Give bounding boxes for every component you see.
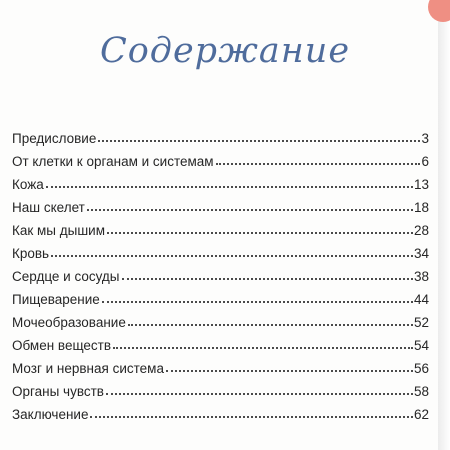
toc-entry-page: 38: [413, 268, 429, 284]
page-title: Содержание: [99, 31, 351, 71]
dot-leader: [46, 186, 413, 188]
toc-entry-preface: [12, 122, 429, 145]
toc-entry-conclusion: [12, 398, 429, 421]
toc-entry-page: 13: [413, 176, 429, 192]
toc-entry-blood: [12, 237, 429, 260]
dot-leader: [113, 347, 413, 349]
toc-entry-page: 28: [413, 222, 429, 238]
dot-leader: [102, 301, 413, 303]
toc-entry-label: Предисловие: [12, 130, 97, 146]
toc-entry-label: Обмен веществ: [12, 337, 112, 353]
toc-entry-heart: [12, 260, 429, 283]
dot-leader: [122, 278, 413, 280]
dot-leader: [106, 393, 413, 395]
dot-leader: [128, 324, 413, 326]
toc-entry-skeleton: [12, 191, 429, 214]
toc-entry-digestion: [12, 283, 429, 306]
toc-entry-label: Наш скелет: [12, 199, 85, 215]
toc-entry-page: 34: [413, 245, 429, 261]
toc-entry-label: От клетки к органам и системам: [12, 153, 214, 169]
toc-entry-page: 62: [413, 406, 429, 422]
toc-entry-page: 18: [413, 199, 429, 215]
table-of-contents: [12, 122, 429, 421]
toc-entry-page: 44: [413, 291, 429, 307]
dot-leader: [98, 140, 420, 142]
dot-leader: [87, 209, 413, 211]
toc-entry-skin: [12, 168, 429, 191]
toc-entry-label: Мочеобразование: [12, 314, 126, 330]
toc-entry-page: 54: [413, 337, 429, 353]
toc-entry-page: 6: [421, 153, 429, 169]
toc-entry-metabolism: [12, 329, 429, 352]
toc-entry-label: Органы чувств: [12, 383, 104, 399]
dot-leader: [107, 232, 413, 234]
toc-entry-label: Мозг и нервная система: [12, 360, 164, 376]
toc-entry-page: 56: [413, 360, 429, 376]
toc-entry-label: Сердце и сосуды: [12, 268, 120, 284]
toc-entry-label: Кожа: [12, 176, 44, 192]
toc-entry-page: 52: [413, 314, 429, 330]
dot-leader: [90, 416, 412, 418]
toc-entry-breathing: [12, 214, 429, 237]
dot-leader: [216, 163, 421, 165]
toc-entry-label: Как мы дышим: [12, 222, 105, 238]
toc-entry-nervous-system: [12, 352, 429, 375]
toc-entry-label: Пищеварение: [12, 291, 100, 307]
toc-entry-urination: [12, 306, 429, 329]
toc-entry-cell-to-organs: [12, 145, 429, 168]
toc-entry-senses: [12, 375, 429, 398]
dot-leader: [51, 255, 413, 257]
toc-entry-label: Заключение: [12, 406, 89, 422]
toc-entry-page: 58: [413, 383, 429, 399]
toc-entry-label: Кровь: [12, 245, 50, 261]
dot-leader: [166, 370, 413, 372]
toc-entry-page: 3: [421, 130, 429, 146]
